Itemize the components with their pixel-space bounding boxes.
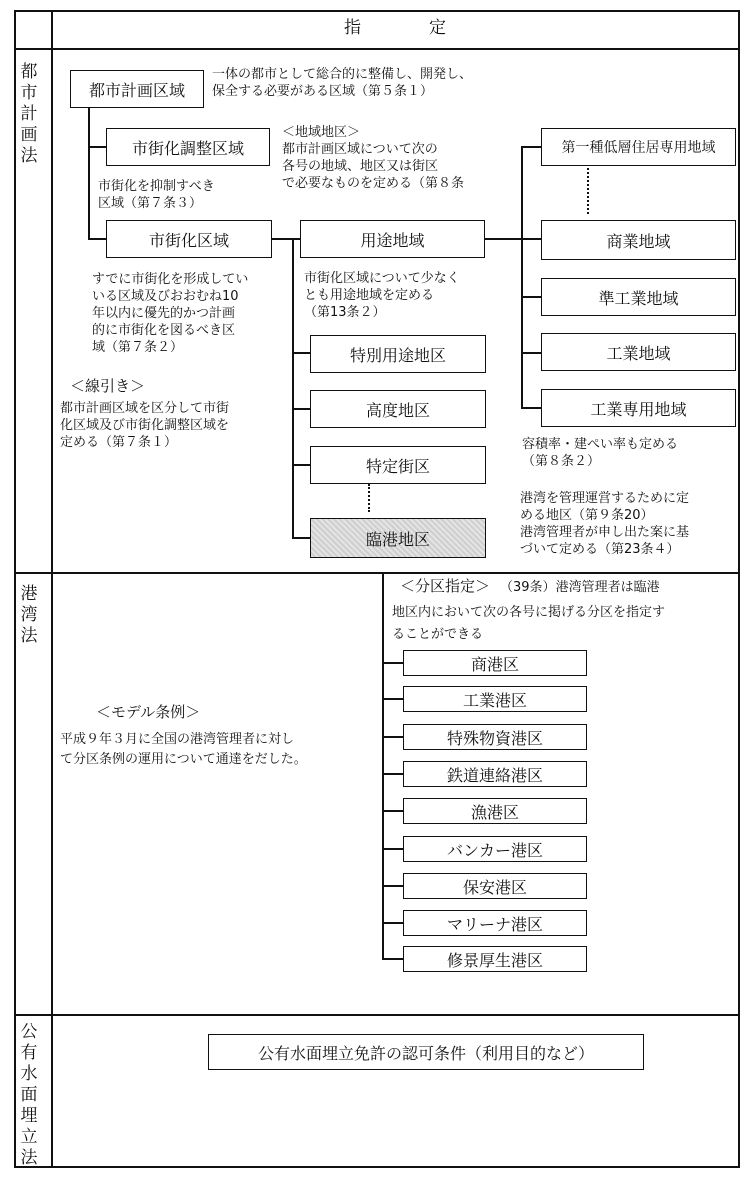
section-label-reclaim: 公 有 水 面 埋 立 法 (20, 1022, 38, 1168)
connector-line (521, 407, 541, 409)
connector-line (382, 698, 404, 700)
connector-line (292, 537, 310, 539)
reclamation-condition-box: 公有水面埋立免許の認可条件（利用目的など） (208, 1034, 644, 1070)
planning-area-box: 都市計画区域 (70, 70, 204, 108)
special-use-district-box: 特別用途地区 (310, 335, 486, 373)
connector-line (292, 408, 310, 410)
bunku-box: 商港区 (403, 650, 587, 676)
connector-line (521, 146, 541, 148)
model-ordinance-note: 平成９年３月に全国の港湾管理者に対し て分区条例の運用について通達をだした。 (60, 732, 307, 767)
connector-line (88, 108, 90, 238)
use-zone-box: 用途地域 (300, 220, 485, 258)
connector-line (382, 848, 404, 850)
header-title: 指 定 (344, 18, 446, 38)
zone-box-residential: 第一種低層住居専用地域 (541, 128, 736, 166)
bunku-box: 工業港区 (403, 686, 587, 712)
connector-line (521, 352, 541, 354)
bunku-box: 漁港区 (403, 798, 587, 824)
zone-box-industrial-exclusive: 工業専用地域 (541, 389, 736, 427)
planning-area-note: 一体の都市として総合的に整備し、開発し、 保全する必要がある区域（第５条１） (212, 67, 473, 99)
header-divider (14, 48, 740, 50)
section-divider-port (14, 572, 740, 574)
connector-line (382, 810, 404, 812)
connector-line (292, 352, 310, 354)
bunku-box: 修景厚生港区 (403, 946, 587, 972)
chiiki-heading: ＜地域地区＞ (282, 125, 361, 140)
connector-line (382, 662, 404, 664)
bunku-heading-line (400, 578, 660, 596)
model-ordinance-heading: ＜モデル条例＞ (96, 703, 201, 721)
bunku-ref: （39条） (500, 580, 556, 595)
bunku-box: マリーナ港区 (403, 910, 587, 936)
bunku-note-first: 港湾管理者は臨港 (555, 580, 660, 595)
connector-line (292, 238, 294, 538)
continuation-dots (587, 168, 589, 214)
connector-line (272, 238, 300, 240)
connector-line (382, 958, 404, 960)
connector-line (88, 146, 106, 148)
bunku-note: 地区内において次の各号に掲げる分区を指定す ることができる (392, 605, 666, 642)
bunku-heading: ＜分区指定＞ (400, 577, 491, 595)
label-column-divider (51, 10, 53, 1168)
port-district-box: 臨港地区 (310, 518, 486, 558)
connector-line (382, 736, 404, 738)
connector-line (382, 572, 384, 958)
section-label-port: 港 湾 法 (20, 584, 38, 646)
connector-line (521, 146, 523, 408)
control-area-note: 市街化を抑制すべき 区域（第７条３） (98, 179, 215, 211)
urban-area-box: 市街化区域 (106, 220, 272, 258)
zone-box-industrial: 工業地域 (541, 333, 736, 371)
urban-area-note: すでに市街化を形成してい いる区域及びおおむね10 年以内に優先的かつ計画 的に市街化を図るべき区 域（第７条２） (92, 272, 249, 355)
specific-block-box: 特定街区 (310, 446, 486, 484)
bunku-box: 保安港区 (403, 873, 587, 899)
continuation-dots (368, 484, 370, 512)
connector-line (521, 296, 541, 298)
connector-line (292, 464, 310, 466)
section-label-city: 都 市 計 画 法 (20, 62, 38, 166)
connector-line (382, 885, 404, 887)
zone-box-semi-industrial: 準工業地域 (541, 278, 736, 316)
port-district-note: 港湾を管理運営するために定 める地区（第９条20） 港湾管理者が申し出た案に基 づいて定める（第23条４） (520, 491, 690, 557)
chiiki-note: 都市計画区域について次の 各号の地域、地区又は街区 で必要なものを定める（第８条 (282, 142, 465, 191)
senbiki-note: 都市計画区域を区分して市街 化区域及び市街化調整区域を 定める（第７条１） (60, 401, 230, 450)
connector-line (88, 238, 106, 240)
section-divider-reclaim (14, 1014, 740, 1016)
ratio-note: 容積率・建ぺい率も定める （第８条２） (522, 437, 679, 469)
height-district-box: 高度地区 (310, 390, 486, 428)
connector-line (382, 922, 404, 924)
connector-line (382, 773, 404, 775)
zone-box-commercial: 商業地域 (541, 220, 736, 260)
control-area-box: 市街化調整区域 (106, 128, 270, 166)
senbiki-heading: ＜線引き＞ (70, 377, 146, 395)
bunku-box: 鉄道連絡港区 (403, 761, 587, 787)
bunku-box: バンカー港区 (403, 836, 587, 862)
bunku-box: 特殊物資港区 (403, 724, 587, 750)
use-zone-note: 市街化区域について少なく とも用途地域を定める （第13条２） (304, 271, 460, 320)
connector-line (485, 238, 541, 240)
